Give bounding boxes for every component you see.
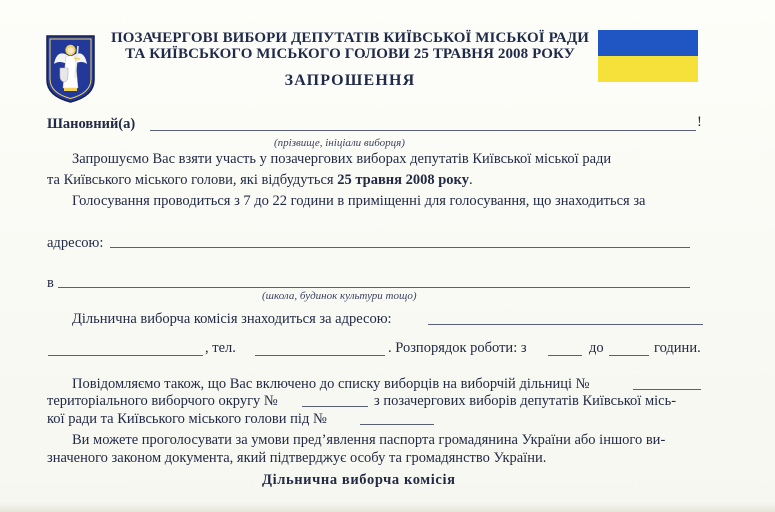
election-date: 25 травня 2008 року [337,172,469,188]
voting-hours-text: Голосування проводиться з 7 до 22 години в приміщенні для голосування, що знаходиться за [72,193,646,209]
flag-blue-stripe [598,30,698,56]
hours-label: години. [654,340,701,356]
voter-list-number-field[interactable] [360,424,434,425]
kyiv-coat-of-arms-icon [45,34,96,104]
schedule-to-label: до [589,340,604,356]
notice-text-line-2a: територіального виборчого округу № [47,393,278,409]
document-title: ЗАПРОШЕННЯ [284,72,416,89]
commission-address-field-2[interactable] [48,355,203,356]
place-label: в [47,275,54,291]
address-field[interactable] [110,247,690,248]
invite-text-line-1: Запрошуємо Вас взяти участь у позачергових виборах депутатів Київської міської ради [72,151,612,167]
precinct-number-field[interactable] [633,389,701,390]
notice-text-line-3: кої ради та Київського міського голови під № [47,411,327,427]
header-line-2: ТА КИЇВСЬКОГО МІСЬКОГО ГОЛОВИ 25 ТРАВНЯ 2008 РОКУ [125,46,575,62]
notice-text-line-1: Повідомляємо також, що Вас включено до списку виборців на виборчій дільниці № [72,376,590,392]
district-number-field[interactable] [302,406,368,407]
commission-address-label: Дільнична виборча комісія знаходиться за адресою: [72,311,392,327]
schedule-to-field[interactable] [609,355,649,356]
schedule-from-field[interactable] [548,355,582,356]
commission-address-field[interactable] [428,324,703,325]
id-text-line-1: Ви можете проголосувати за умови пред’явлення паспорта громадянина України або іншого ви- [72,432,666,448]
salutation-exclamation: ! [697,114,702,130]
invite-text-line-2-start: та Київського міського голови, які відбудуться [47,172,334,188]
recipient-name-hint: (прізвище, ініціали виборця) [274,137,405,149]
salutation-label: Шановний(а) [47,116,136,132]
ukraine-flag-icon [598,30,698,82]
paper-edge [0,502,775,512]
phone-label: , тел. [205,340,236,356]
invite-text-line-2-end: . [468,172,473,188]
flag-yellow-stripe [598,56,698,82]
invite-text-line-2 [47,172,473,189]
commission-signature: Дільнична виборча комісія [262,472,456,488]
place-hint: (школа, будинок культури тощо) [262,290,417,302]
notice-text-line-2b: з позачергових виборів депутатів Київської місь- [374,393,677,409]
phone-field[interactable] [255,355,385,356]
header-line-1: ПОЗАЧЕРГОВІ ВИБОРИ ДЕПУТАТІВ КИЇВСЬКОЇ МІСЬКОЇ РАДИ [110,30,590,46]
schedule-label: . Розпорядок роботи: з [388,340,527,356]
address-label: адресою: [47,235,104,251]
id-text-line-2: значеного законом документа, який підтверджує особу та громадянство України. [47,450,547,466]
place-field[interactable] [58,287,690,288]
recipient-name-field[interactable] [150,130,696,131]
